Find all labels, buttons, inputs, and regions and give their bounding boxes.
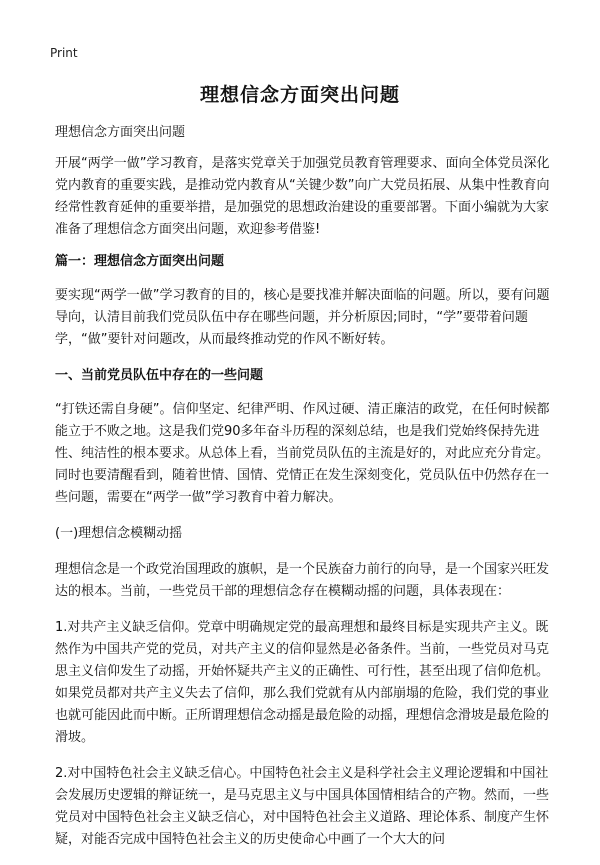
body-paragraph: 要实现“两学一做”学习教育的目的，核心是要找准并解决面临的问题。所以，要有问题导向，认清目前我们党员队伍中存在哪些问题，并分析原因;同时，“学”要带着问题学，“做”要针对问题改，从而最终推动党的作风不断好转。 [55,288,550,347]
section-heading: 篇一：理想信念方面突出问题 [55,254,225,269]
subsection-heading: (一)理想信念模糊动摇 [55,526,183,541]
page-title: 理想信念方面突出问题 [199,84,400,106]
body-paragraph: 理想信念是一个政党治国理政的旗帜，是一个民族奋力前行的向导，是一个国家兴旺发达的根本。当前，一些党员干部的理想信念存在模糊动摇的问题，具体表现在： [55,562,550,599]
body-paragraph: “打铁还需自身硬”。信仰坚定、纪律严明、作风过硬、清正廉洁的政党，在任何时候都能立于不败之地。这是我们党90多年奋斗历程的深刻总结，也是我们党始终保持先进性、纯洁性的根本要求。从总体上看，当前党员队伍的主流是好的，对此应充分肯定。同时也要清醒看到，随着世情、国情、党情正在发生深刻变化，党员队伍中仍然存在一些问题，需要在“两学一做”学习教育中着力解决。 [55,402,550,505]
print-link[interactable]: Print [50,46,78,60]
list-item: 2.对中国特色社会主义缺乏信心。中国特色社会主义是科学社会主义理论逻辑和中国社会发展历史逻辑的辩证统一，是马克思主义与中国具体国情相结合的产物。然而，一些党员对中国特色社会主义缺乏信心，对中国特色社会主义道路、理论体系、制度产生怀疑，对能否完成中国特色社会主义的历史使命心中画了一个大大的问 [55,766,550,847]
section-heading: 一、当前党员队伍中存在的一些问题 [55,368,264,383]
intro-paragraph: 开展“两学一做”学习教育，是落实党章关于加强党员教育管理要求、面向全体党员深化党内教育的重要实践，是推动党内教育从“关键少数”向广大党员拓展、从集中性教育向经常性教育延伸的重要举措，是加强党的思想政治建设的重要部署。下面小编就为大家准备了理想信念方面突出问题，欢迎参考借鉴! [55,156,550,237]
article-body [55,122,552,865]
article-subtitle: 理想信念方面突出问题 [55,125,186,140]
list-item: 1.对共产主义缺乏信仰。党章中明确规定党的最高理想和最终目标是实现共产主义。既然作为中国共产党的党员，对共产主义的信仰显然是必备条件。当前，一些党员对马克思主义信仰发生了动摇，开始怀疑共产主义的正确性、可行性，甚至出现了信仰危机。如果党员都对共产主义失去了信仰，那么我们党就有从内部崩塌的危险，我们党的事业也就可能因此而中断。正所谓理想信念动摇是最危险的动摇，理想信念滑坡是最危险的滑坡。 [55,620,550,745]
